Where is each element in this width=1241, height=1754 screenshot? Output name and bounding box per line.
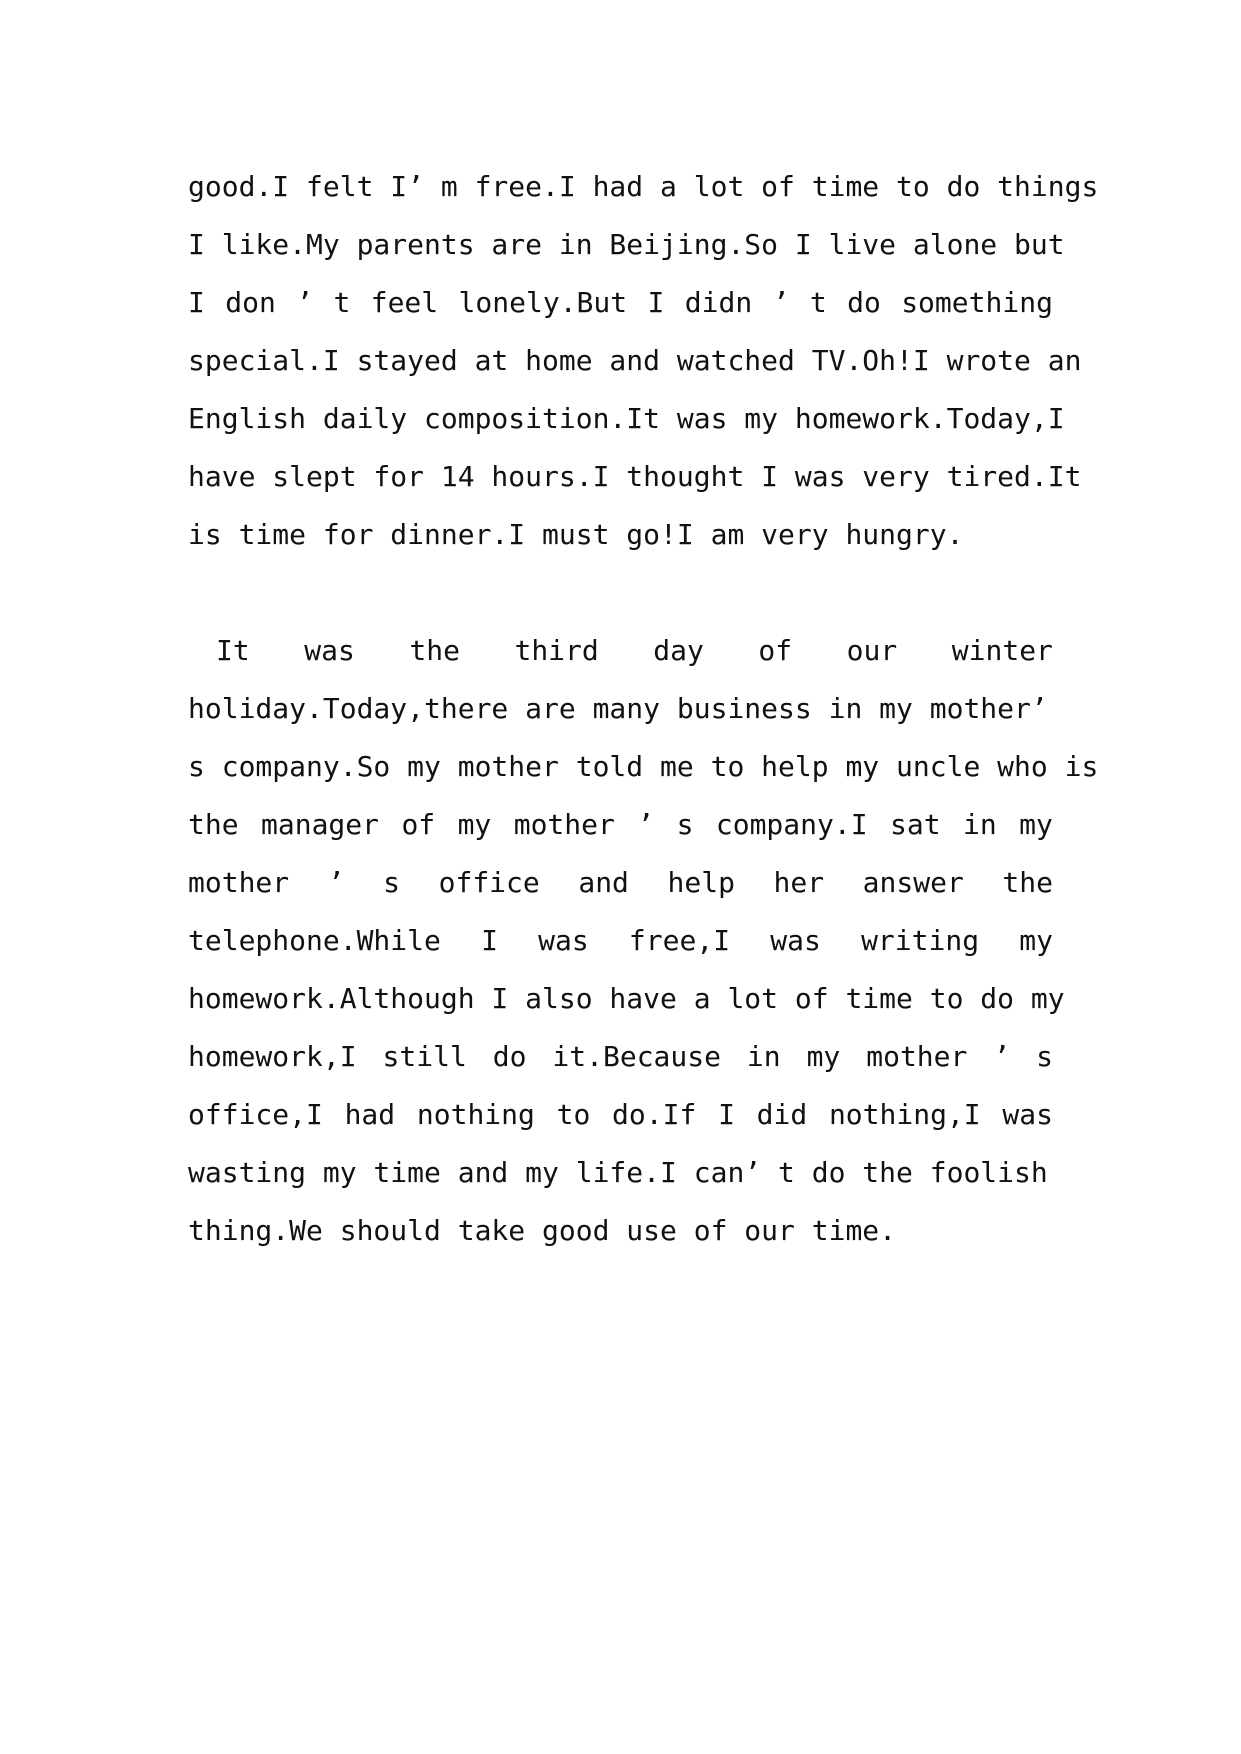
text-line — [188, 274, 1053, 332]
word: ’ — [772, 286, 790, 319]
word: our — [846, 634, 898, 667]
word: mother — [188, 866, 290, 899]
word: the — [409, 634, 460, 667]
word: my — [1019, 808, 1053, 841]
word: her — [773, 866, 825, 899]
paragraph-2 — [188, 622, 1099, 1260]
word: office — [438, 866, 540, 899]
word: ’ — [327, 866, 345, 899]
word: the — [188, 808, 239, 841]
word: I — [647, 286, 665, 319]
word: of — [758, 634, 793, 667]
word: telephone.While — [188, 924, 441, 957]
word: day — [653, 634, 704, 667]
word: don — [225, 286, 276, 319]
text-line — [188, 1086, 1053, 1144]
word: s — [1036, 1040, 1053, 1073]
word: ’ — [993, 1040, 1011, 1073]
text-line: have slept for 14 hours.I thought I was very tired.It — [188, 460, 1082, 493]
text-line: special.I stayed at home and watched TV.Oh!I wrote an — [188, 344, 1082, 377]
text-line: good.I felt I’ m free.I had a lot of time to do things — [188, 170, 1099, 203]
text-line: I like.My parents are in Beijing.So I live alone but — [188, 228, 1065, 261]
text-line: English daily composition.It was my homework.Today,I — [188, 402, 1065, 435]
word: mother — [866, 1040, 968, 1073]
word: help — [667, 866, 735, 899]
word: homework,I — [188, 1040, 357, 1073]
word: of — [401, 808, 436, 841]
word: sat — [890, 808, 941, 841]
word: it.Because — [552, 1040, 721, 1073]
word: manager — [261, 808, 380, 841]
word: lonely.But — [458, 286, 628, 319]
word: winter — [951, 634, 1053, 667]
word: did — [756, 1098, 808, 1131]
paragraph-1 — [188, 158, 1099, 564]
text-line: holiday.Today,there are many business in my mother’ — [188, 692, 1048, 725]
text-line — [188, 796, 1053, 854]
word: t — [333, 286, 351, 319]
word: I — [188, 286, 205, 319]
word: nothing — [416, 1098, 535, 1131]
word: feel — [370, 286, 439, 319]
word: s — [676, 808, 694, 841]
word: and — [578, 866, 629, 899]
word: answer — [862, 866, 964, 899]
word: was — [770, 924, 821, 957]
word: my — [1019, 924, 1053, 957]
word: nothing,I — [828, 1098, 981, 1131]
word: writing — [861, 924, 980, 957]
word: in — [746, 1040, 781, 1073]
text-line — [188, 912, 1053, 970]
text-line: homework.Although I also have a lot of time to do my — [188, 982, 1065, 1015]
word: had — [344, 1098, 396, 1131]
word: something — [901, 286, 1053, 319]
text-line — [188, 1028, 1053, 1086]
word: was — [538, 924, 589, 957]
text-line — [188, 622, 1053, 680]
word: free,I — [628, 924, 731, 957]
word: t — [809, 286, 827, 319]
word: was — [304, 634, 355, 667]
word: my — [806, 1040, 841, 1073]
text-line: s company.So my mother told me to help my uncle who is — [188, 750, 1099, 783]
text-line: is time for dinner.I must go!I am very hungry. — [188, 518, 964, 551]
text-line: thing.We should take good use of our time. — [188, 1214, 897, 1247]
word: ’ — [637, 808, 655, 841]
word: ’ — [296, 286, 314, 319]
word: I — [481, 924, 498, 957]
word: didn — [684, 286, 753, 319]
word: the — [1002, 866, 1053, 899]
text-line — [188, 854, 1053, 912]
word: do — [492, 1040, 527, 1073]
word: I — [718, 1098, 735, 1131]
text-line: wasting my time and my life.I can’ t do the foolish — [188, 1156, 1048, 1189]
word: do — [847, 286, 881, 319]
word: It — [216, 634, 250, 667]
word: my — [457, 808, 492, 841]
word: mother — [513, 808, 615, 841]
word: s — [383, 866, 401, 899]
word: do.If — [612, 1098, 697, 1131]
word: third — [514, 634, 599, 667]
word: still — [382, 1040, 467, 1073]
word: in — [963, 808, 997, 841]
word: to — [556, 1098, 591, 1131]
word: was — [1002, 1098, 1053, 1131]
word: office,I — [188, 1098, 323, 1131]
word: company.I — [715, 808, 868, 841]
